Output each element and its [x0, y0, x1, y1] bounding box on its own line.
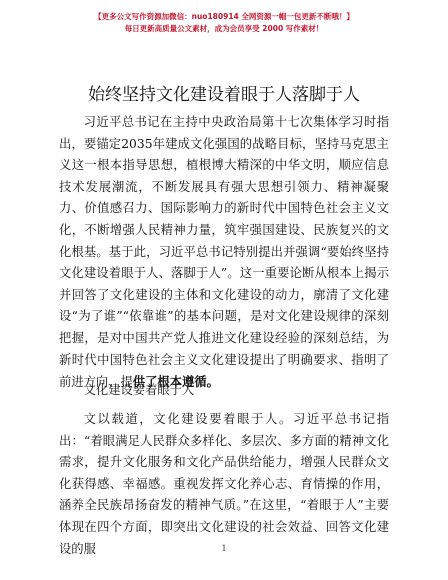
promo-banner-line2: 每日更新高质量公文素材，成为会员享受 2000 写作素材！	[124, 24, 324, 33]
page-number: 1	[221, 544, 227, 553]
paragraph-1	[59, 112, 389, 394]
promo-banner	[0, 11, 448, 35]
document-title: 始终坚持文化建设着眼于人落脚于人	[88, 85, 360, 105]
paragraph-2	[59, 409, 389, 560]
paragraph-1-text: 习近平总书记在主持中央政治局第十七次集体学习时指出，要锚定2035年建成文化强国的战略目标，坚持马克思主义这一根本指导思想，植根博大精深的中华文明，顺应信息技术发展潮流，不断发展具有强大思想引领力、精神凝聚力、价值感召力、国际影响力的新时代中国特色社会主义文化，不断增强人民精神力量，筑牢强国建设、民族复兴的文化根基。基于此，习近平总书记特别提出并强调“要始终坚持文化建设着眼于人、落脚于人”。这一重要论断从根本上揭示并回答了文化建设的主体和文化建设的动力，廓清了文化建设“为了谁”“依靠谁”的基本问题，是对文化建设规律的深刻把握，是对中国共产党人推进文化建设经验的深刻总结，为新时代中国特色社会主义文化建设提出了明确要求、指明了前进方向、提	[59, 115, 389, 390]
paragraph-1-emphasis: 供了根本遵循。	[132, 374, 219, 390]
promo-banner-line1: 【更多公文写作资源加微信：nuo180914 全网资源一帽一包更新不断哦！】	[94, 12, 354, 21]
paragraph-2-text: 文以载道，文化建设要着眼于人。习近平总书记指出：“着眼满足人民群众多样化、多层次、多方面的精神文化需求，提升文化服务和文化产品供给能力，增强人民群众文化获得感、幸福感。重视发挥文化养心志、育情操的作用，涵养全民族昂扬奋发的精神气质。”在这里，“着眼于人”主要体现在四个方面，即突出文化建设的社会效益、回答文化建设的服	[59, 412, 389, 556]
section-subheading: 文化建设要着眼于人	[83, 383, 195, 397]
